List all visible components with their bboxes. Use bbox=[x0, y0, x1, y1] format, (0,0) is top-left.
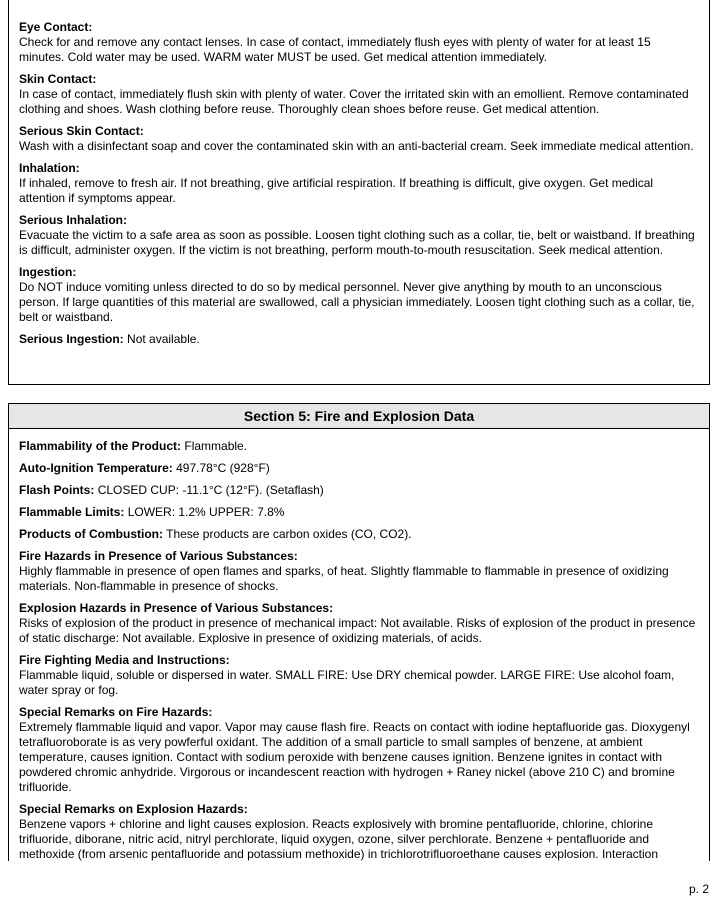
field-label: Serious Skin Contact: bbox=[19, 124, 144, 138]
section-4-content bbox=[9, 0, 709, 347]
field-label: Explosion Hazards in Presence of Various Substances: bbox=[19, 601, 334, 615]
field-text: Flammable. bbox=[184, 439, 248, 453]
field-label: Inhalation: bbox=[19, 161, 80, 175]
field-entry bbox=[19, 527, 699, 542]
field-entry bbox=[19, 72, 699, 117]
field-label: Products of Combustion: bbox=[19, 527, 163, 541]
field-text: Evacuate the victim to a safe area as soon as possible. Loosen tight clothing such as a collar, tie, belt or waistband. If breathing is difficult, administer oxygen. If the victim is not breathing, perform mouth-to-mouth resuscitation. Seek medical attention. bbox=[19, 228, 695, 257]
field-label: Fire Hazards in Presence of Various Substances: bbox=[19, 549, 298, 563]
field-entry bbox=[19, 161, 699, 206]
page-number: p. 2 bbox=[688, 882, 709, 896]
field-label: Ingestion: bbox=[19, 265, 77, 279]
field-entry bbox=[19, 802, 699, 862]
field-entry bbox=[19, 653, 699, 698]
field-entry bbox=[19, 505, 699, 520]
field-label: Serious Ingestion: bbox=[19, 332, 124, 346]
field-label: Special Remarks on Explosion Hazards: bbox=[19, 802, 248, 816]
field-text: CLOSED CUP: -11.1°C (12°F). (Setaflash) bbox=[97, 483, 324, 497]
field-text: Extremely flammable liquid and vapor. Vapor may cause flash fire. Reacts on contact with iodine heptafluoride gas. Dioxygenyl tetrafluoroborate is as very powferful oxidant. The addition of a small particle to small samples of benzene, at ambient temperature, causes ignition. Contact with sodium peroxide with benzene causes ignition. Benzene ignites in contact with powdered chromic anhydride. Virgorous or incandescent reaction with hydrogen + Raney nickel (above 210 C) and bromine trifluoride. bbox=[19, 720, 690, 794]
field-entry bbox=[19, 265, 699, 325]
field-label: Flash Points: bbox=[19, 483, 95, 497]
field-text: Flammable liquid, soluble or dispersed in water. SMALL FIRE: Use DRY chemical powder. LARGE FIRE: Use alcohol foam, water spray or fog. bbox=[19, 668, 675, 697]
field-entry bbox=[19, 461, 699, 476]
field-entry bbox=[19, 124, 699, 154]
section-5-content bbox=[9, 429, 709, 862]
field-entry bbox=[19, 20, 699, 65]
field-label: Eye Contact: bbox=[19, 20, 93, 34]
field-entry bbox=[19, 213, 699, 258]
field-text: LOWER: 1.2% UPPER: 7.8% bbox=[127, 505, 285, 519]
field-text: Do NOT induce vomiting unless directed to do so by medical personnel. Never give anything by mouth to an unconscious person. If large quantities of this material are swallowed, call a physician immediately. Loosen tight clothing such as a collar, tie, belt or waistband. bbox=[19, 280, 695, 324]
field-label: Special Remarks on Fire Hazards: bbox=[19, 705, 213, 719]
section-4-first-aid-continued bbox=[8, 0, 710, 385]
field-entry bbox=[19, 549, 699, 594]
field-text: Benzene vapors + chlorine and light causes explosion. Reacts explosively with bromine pentafluoride, chlorine, chlorine trifluoride, diborane, nitric acid, nitryl perchlorate, liquid oxygen, ozone, silver perchlorate. Benzene + pentafluoride and methoxide (from arsenic pentafluoride and potassium methoxide) in trichlorotrifluoroethane causes explosion. Interaction bbox=[19, 817, 659, 861]
field-entry bbox=[19, 332, 699, 347]
field-text: Risks of explosion of the product in presence of mechanical impact: Not available. Risks of explosion of the product in presence of static discharge: Not available. Explosive in presence of oxidizing materials, of acids. bbox=[19, 616, 696, 645]
field-label: Flammability of the Product: bbox=[19, 439, 182, 453]
field-text: Highly flammable in presence of open flames and sparks, of heat. Slightly flammable to flammable in presence of oxidizing materials. Non-flammable in presence of shocks. bbox=[19, 564, 669, 593]
field-text: Wash with a disinfectant soap and cover the contaminated skin with an anti-bacterial cream. Seek immediate medical attention. bbox=[19, 139, 694, 153]
field-entry bbox=[19, 601, 699, 646]
field-entry bbox=[19, 439, 699, 454]
field-text: If inhaled, remove to fresh air. If not breathing, give artificial respiration. If breathing is difficult, give oxygen. Get medical attention if symptoms appear. bbox=[19, 176, 654, 205]
field-text: In case of contact, immediately flush skin with plenty of water. Cover the irritated skin with an emollient. Remove contaminated clothing and shoes. Wash clothing before reuse. Thoroughly clean shoes before reuse. Get medical attention. bbox=[19, 87, 689, 116]
field-label: Skin Contact: bbox=[19, 72, 97, 86]
field-text: Not available. bbox=[127, 332, 200, 346]
field-entry bbox=[19, 705, 699, 795]
field-entry bbox=[19, 483, 699, 498]
field-label: Serious Inhalation: bbox=[19, 213, 128, 227]
field-label: Flammable Limits: bbox=[19, 505, 125, 519]
field-text: Check for and remove any contact lenses. In case of contact, immediately flush eyes with plenty of water for at least 15 minutes. Cold water may be used. WARM water MUST be used. Get medical attention immediately. bbox=[19, 35, 651, 64]
field-label: Fire Fighting Media and Instructions: bbox=[19, 653, 230, 667]
field-text: 497.78°C (928°F) bbox=[176, 461, 270, 475]
field-text: These products are carbon oxides (CO, CO2). bbox=[166, 527, 412, 541]
section-5-title: Section 5: Fire and Explosion Data bbox=[9, 404, 709, 429]
section-5-fire-explosion bbox=[8, 403, 710, 861]
field-label: Auto-Ignition Temperature: bbox=[19, 461, 173, 475]
